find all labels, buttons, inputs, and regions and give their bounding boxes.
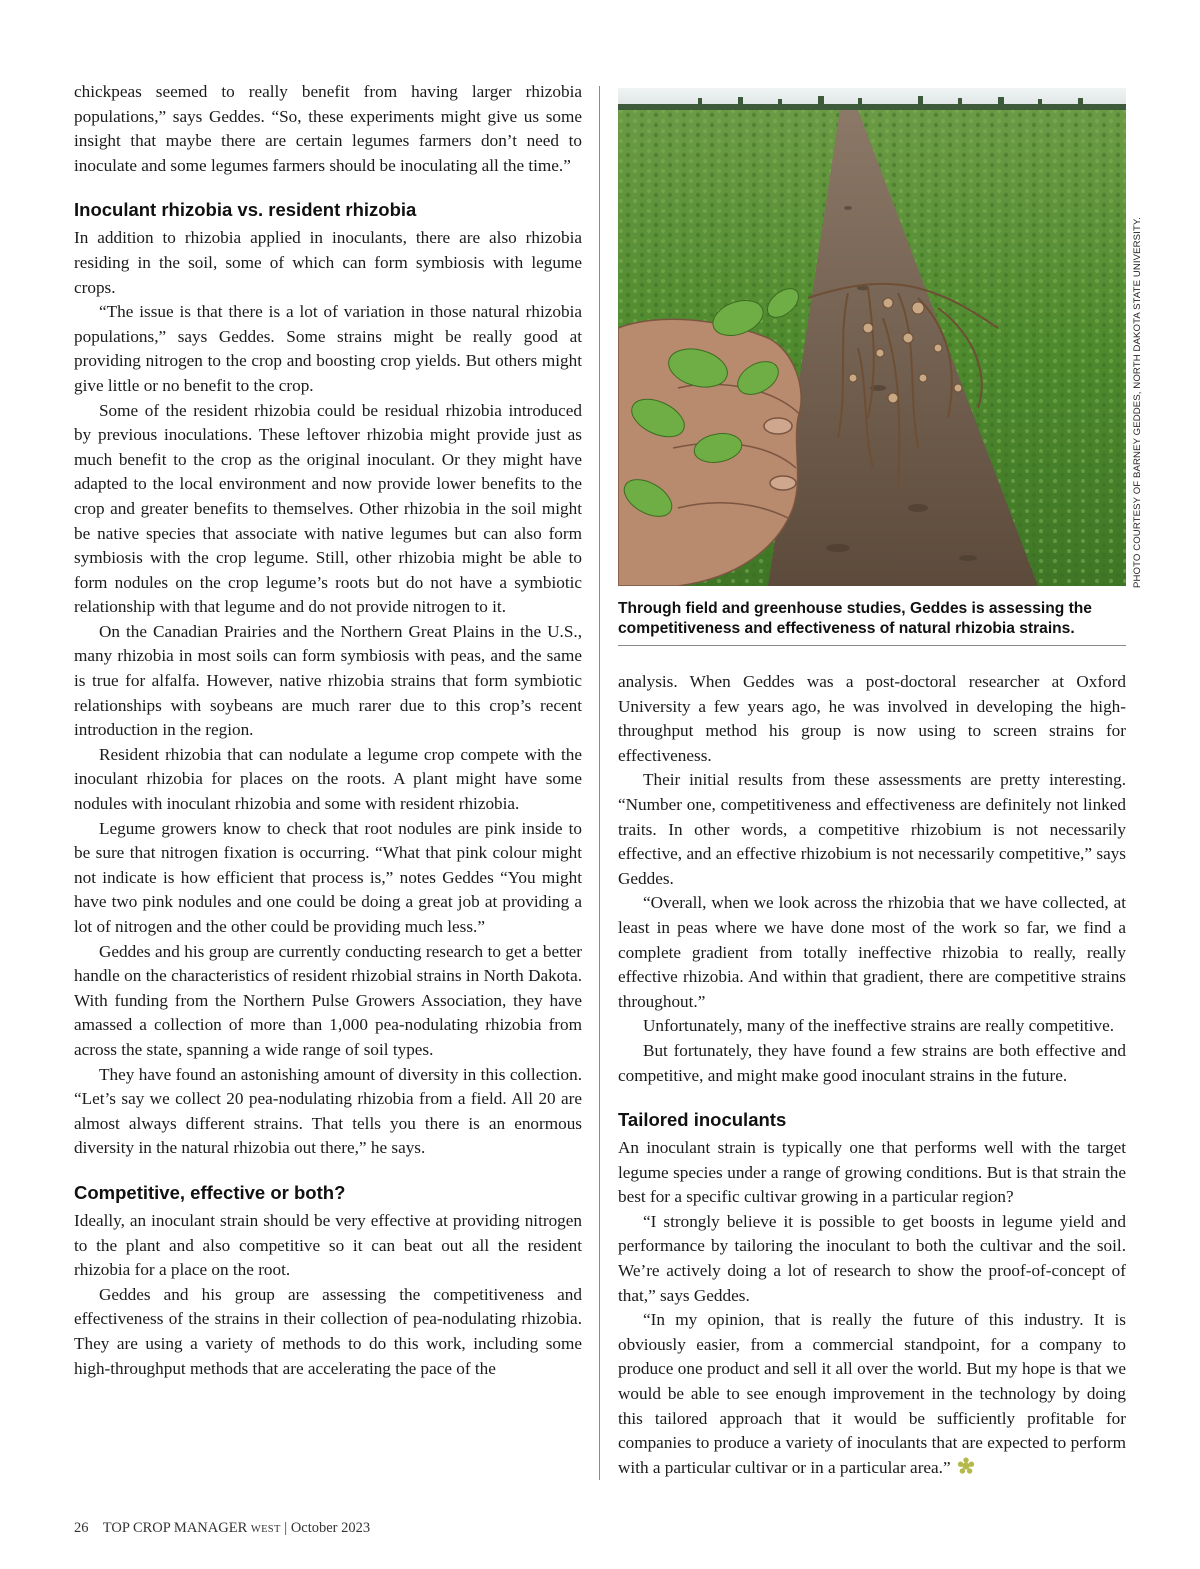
page-number: 26	[74, 1520, 89, 1536]
field-photo	[618, 88, 1126, 586]
section-heading-inoculant-vs-resident: Inoculant rhizobia vs. resident rhizobia	[74, 199, 417, 221]
body-paragraph: Some of the resident rhizobia could be residual rhizobia introduced by previous inoculations. These leftover rhizobia might provide just as much benefit to the crop as the original inoculant. Or they might have adapted to the local environment and now provide lower benefits to the crop and greater benefits to themselves. Other rhizobia in the soil might be native species that associate with native legumes but can also form symbiosis with the crop legume. Still, other rhizobia might be able to form nodules on the crop legume’s roots but do not have a symbiotic relationship with that legume and do not provide nitrogen to it.	[74, 400, 582, 617]
photo-caption: Through field and greenhouse studies, Geddes is assessing the competitiveness and effectiveness of natural rhizobia strains.	[618, 599, 1126, 646]
body-paragraph: Geddes and his group are currently conducting research to get a better handle on the characteristics of resident rhizobial strains in North Dakota. With funding from the Northern Pulse Growers Association, they have amassed a collection of more than 1,000 pea-nodulating rhizobia from across the state, spanning a wide range of soil types.	[74, 941, 582, 1059]
section-heading-tailored-inoculants: Tailored inoculants	[618, 1109, 787, 1131]
body-paragraph: In addition to rhizobia applied in inoculants, there are also rhizobia residing in the soil, some of which can form symbiosis with legume crops.	[74, 228, 582, 297]
footer-separator: |	[284, 1520, 288, 1536]
body-paragraph: Ideally, an inoculant strain should be very effective at providing nitrogen to the plant and also competitive so it can beat out all the resident rhizobia for a place on the root.	[74, 1210, 582, 1280]
body-paragraph: Unfortunately, many of the ineffective strains are really competitive.	[643, 1016, 1115, 1036]
issue-date: October 2023	[290, 1520, 371, 1536]
body-paragraph: An inoculant strain is typically one that performs well with the target legume species under a range of growing conditions. But is that strain the best for a specific cultivar growing in a particular region?	[618, 1138, 1126, 1207]
body-paragraph: analysis. When Geddes was a post-doctoral researcher at Oxford University a few years ago, he was involved in developing the high-throughput method his group is now using to screen strains for effectiveness.	[618, 672, 1126, 765]
magazine-edition: WEST	[250, 1524, 281, 1535]
body-paragraph: They have found an astonishing amount of diversity in this collection. “Let’s say we collect 20 pea-nodulating rhizobia from a field. All 20 are almost always different strains. That tells you there is an enormous diversity in the natural rhizobia out there,” he says.	[74, 1064, 582, 1158]
body-paragraph: On the Canadian Prairies and the Northern Great Plains in the U.S., many rhizobia in most soils can form symbiosis with peas, and the same is true for alfalfa. However, native rhizobia strains that form symbiotic relationships with soybeans are much rarer due to this crop’s recent introduction in the region.	[74, 621, 582, 740]
body-paragraph: Legume growers know to check that root nodules are pink inside to be sure that nitrogen fixation is occurring. “What that pink colour might not indicate is how efficient that process is,” notes Geddes “You might have two pink nodules and one could be doing a great job at providing a lot of nitrogen and the other could be providing much less.”	[74, 818, 582, 936]
body-paragraph-final	[618, 1308, 1126, 1480]
page-footer	[74, 1520, 370, 1537]
right-column	[618, 670, 1126, 1480]
final-paragraph-text: “In my opinion, that is really the future of this industry. It is obviously easier, from a commercial standpoint, for a company to produce one product and sell it all over the world. But my hope is that we would be able to see enough improvement in the technology by doing this tailored approach that it would be sufficiently profitable for companies to produce a variety of inoculants that are expected to perform with a particular cultivar or in a particular area.”	[618, 1310, 1126, 1477]
body-paragraph: Resident rhizobia that can nodulate a legume crop compete with the inoculant rhizobia for places on the roots. A plant might have some nodules with inoculant rhizobia and some with resident rhizobia.	[74, 744, 582, 814]
column-divider	[599, 86, 600, 1480]
body-paragraph: chickpeas seemed to really benefit from having larger rhizobia populations,” says Geddes. “So, these experiments might give us some insight that maybe there are certain legumes farmers don’t need to inoculate and some legumes farmers should be inoculating all the time.”	[74, 82, 582, 175]
body-paragraph: Geddes and his group are assessing the competitiveness and effectiveness of the strains in their collection of pea-nodulating rhizobia. They are using a variety of methods to do this work, including some high-throughput methods that are accelerating the pace of the	[74, 1284, 582, 1378]
photo-credit: PHOTO COURTESY OF BARNEY GEDDES, NORTH DAKOTA STATE UNIVERSITY.	[1132, 217, 1143, 588]
section-heading-competitive-effective: Competitive, effective or both?	[74, 1181, 346, 1203]
body-paragraph: “Overall, when we look across the rhizobia that we have collected, at least in peas where we have done most of the work so far, we find a complete gradient from totally ineffective rhizobia to really, really effective rhizobia. And within that gradient, there are competitive strains throughout.”	[618, 893, 1126, 1011]
leaf-end-mark-icon	[957, 1457, 975, 1475]
left-column	[74, 80, 582, 1381]
body-paragraph: “The issue is that there is a lot of variation in those natural rhizobia populations,” says Geddes. Some strains might be really good at providing nitrogen to the crop and boosting crop yields. But others might give little or no benefit to the crop.	[74, 302, 582, 395]
body-paragraph: “I strongly believe it is possible to get boosts in legume yield and performance by tailoring the inoculant to both the cultivar and the soil. We’re actively doing a lot of research to show the proof-of-concept of that,” says Geddes.	[618, 1211, 1126, 1305]
body-paragraph: Their initial results from these assessments are pretty interesting. “Number one, competitiveness and effectiveness are definitely not linked traits. In other words, a competitive rhizobium is not necessarily effective, and an effective rhizobium is not necessarily competitive,” says Geddes.	[618, 770, 1126, 888]
magazine-title: TOP CROP MANAGER	[102, 1520, 248, 1536]
body-paragraph: But fortunately, they have found a few strains are both effective and competitive, and might make good inoculant strains in the future.	[618, 1040, 1126, 1085]
